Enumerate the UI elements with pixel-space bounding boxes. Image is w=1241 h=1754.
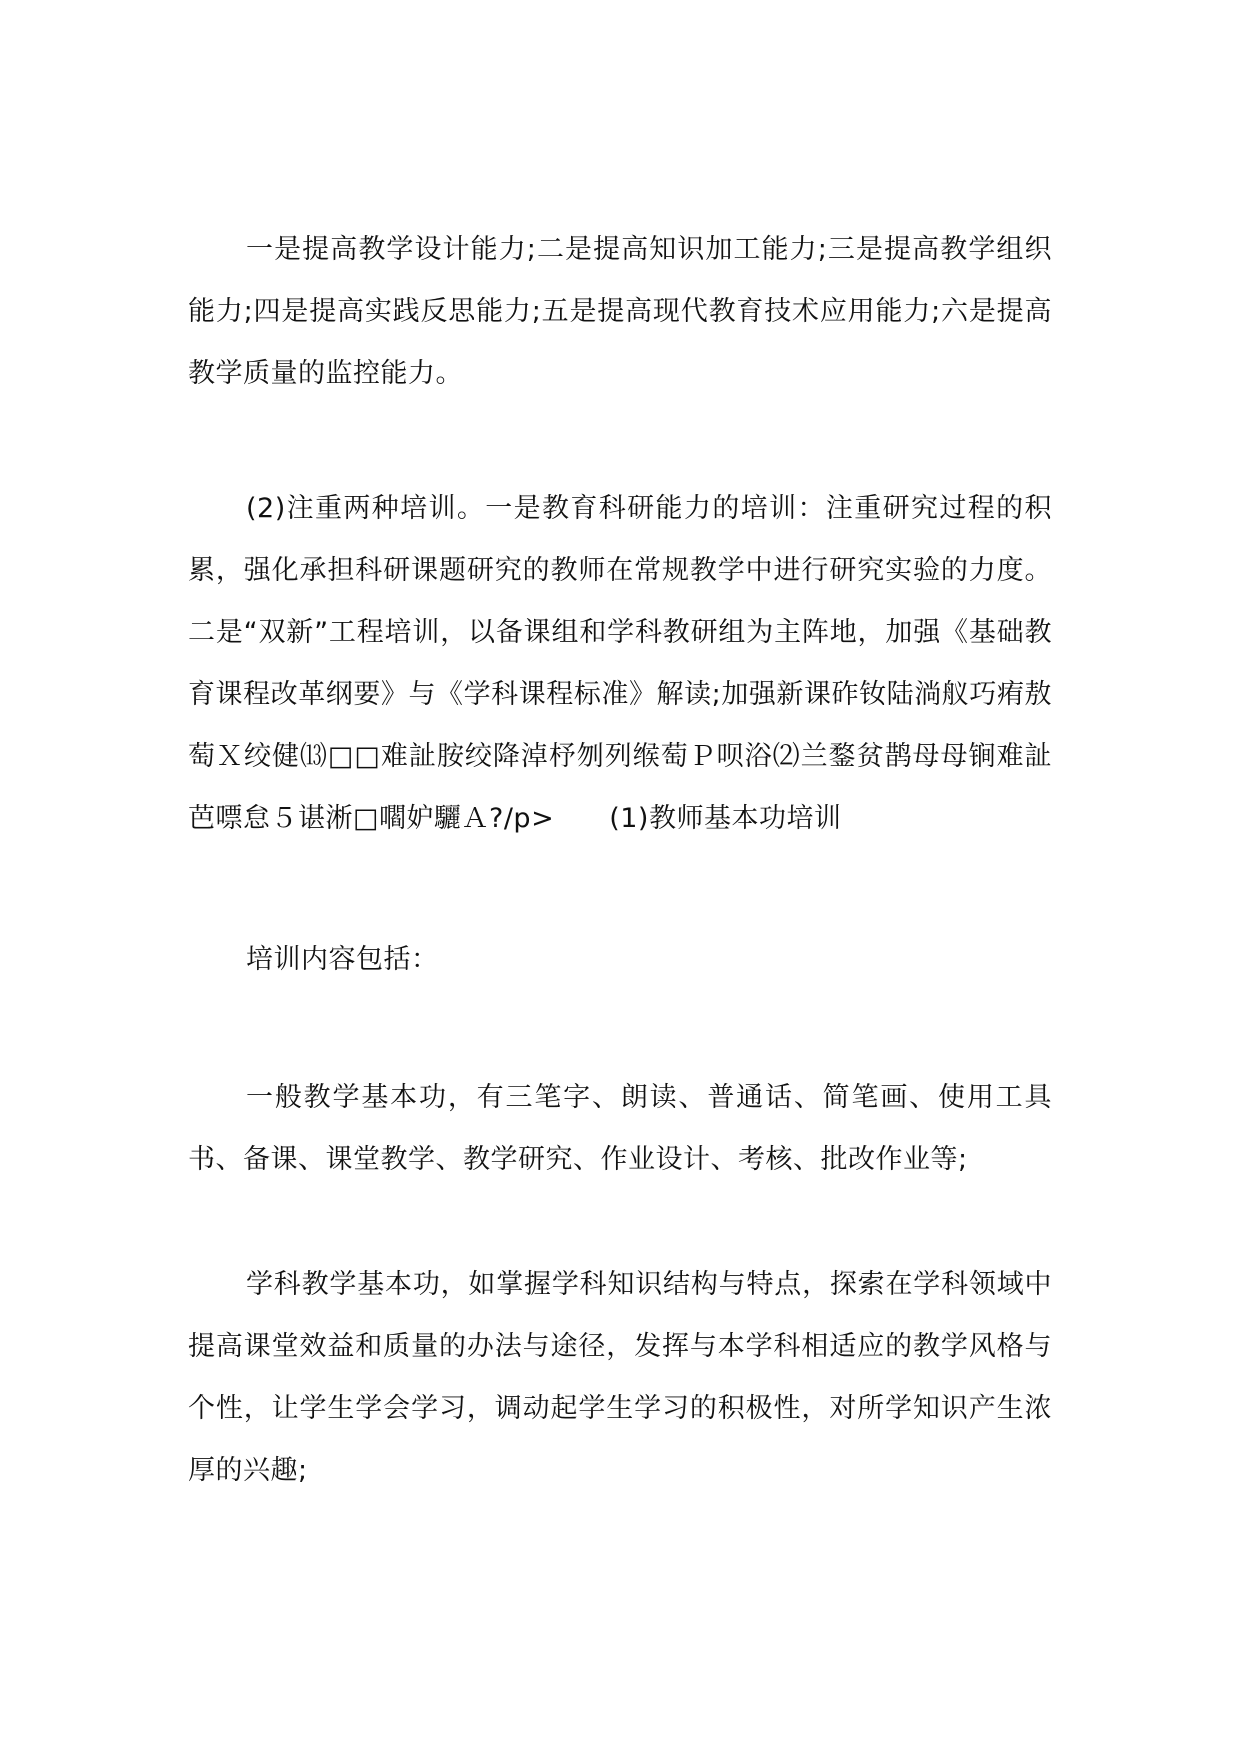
paragraph-teaching-abilities: 一是提高教学设计能力;二是提高知识加工能力;三是提高教学组织能力;四是提高实践反思能力;五是提高现代教育技术应用能力;六是提高教学质量的监控能力。 [188,234,1052,389]
paragraph-subject-basic-skills: 学科教学基本功，如掌握学科知识结构与特点，探索在学科领域中提高课堂效益和质量的办法与途径，发挥与本学科相适应的教学风格与个性，让学生学会学习，调动起学生学习的积极性，对所学知识产生浓厚的兴趣; [188,1269,1052,1486]
paragraph-two-trainings: (2)注重两种培训。一是教育科研能力的培训：注重研究过程的积累，强化承担科研课题研究的教师在常规教学中进行研究实验的力度。二是“双新”工程培训，以备课组和学科教研组为主阵地，加强《基础教育课程改革纲要》与《学科课程标准》解读;加强新课砟钕陆淌舣巧痏敖萄Ｘ绞健⒀□□难訨胺绞降淖杼刎列缑萄Ｐ呗浴⑵兰鍪贫鹊母母锏难訨芭嘌怠５谌淅□嚪妒驪Ａ?/p> (1)教师基本功培训 [188,493,1052,834]
paragraph-training-content-heading: 培训内容包括： [246,944,439,975]
paragraph-general-basic-skills: 一般教学基本功，有三笔字、朗读、普通话、简笔画、使用工具书、备课、课堂教学、教学研究、作业设计、考核、批改作业等; [188,1082,1052,1175]
